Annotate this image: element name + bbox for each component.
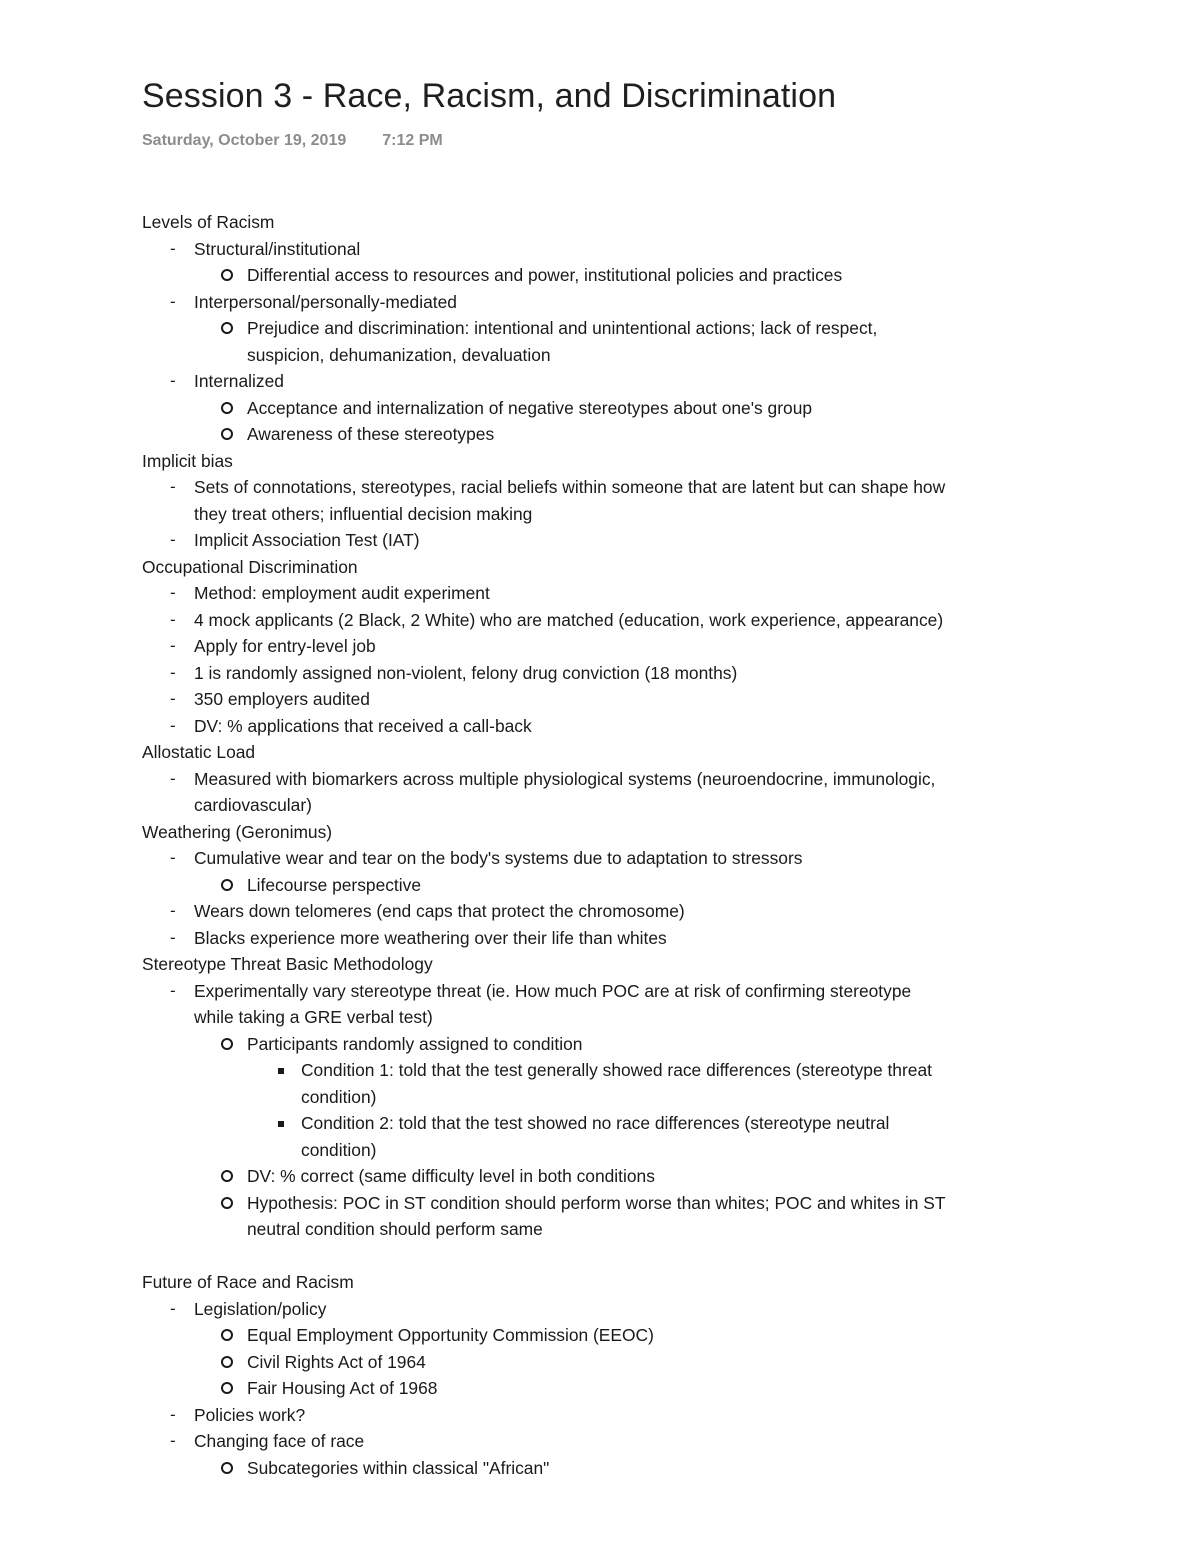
hollow-circle-bullet-icon: [221, 1170, 233, 1182]
line-text: cardiovascular): [194, 795, 312, 815]
line-text: Experimentally vary stereotype threat (ie. How much POC are at risk of confirming stereotype: [194, 980, 912, 1001]
dash-bullet-icon: -: [170, 980, 176, 1000]
line-text: Structural/institutional: [194, 238, 361, 259]
outline-item-level-1: [142, 925, 1100, 952]
line-text: Condition 1: told that the test generally showed race differences (stereotype threat: [301, 1060, 932, 1080]
dash-bullet-icon: -: [170, 291, 176, 311]
line-text: they treat others; influential decision making: [194, 503, 533, 524]
line-text: neutral condition should perform same: [247, 1219, 543, 1239]
dash-bullet-icon: -: [170, 1404, 176, 1424]
outline-item-level-1: [142, 1004, 1100, 1031]
line-text: Wears down telomeres (end caps that protect the chromosome): [194, 901, 685, 921]
line-text: Implicit bias: [142, 450, 233, 471]
line-text: 1 is randomly assigned non-violent, felony drug conviction (18 months): [194, 662, 738, 683]
line-text: condition): [301, 1139, 377, 1160]
hollow-circle-bullet-icon: [221, 402, 233, 414]
dash-bullet-icon: -: [170, 530, 176, 549]
line-text: 350 employers audited: [194, 689, 370, 709]
dash-bullet-icon: -: [170, 768, 176, 788]
line-text: Condition 2: told that the test showed no race differences (stereotype neutral: [301, 1113, 890, 1133]
note-date: Saturday, October 19, 2019: [142, 132, 347, 149]
outline-item-level-2: [142, 1163, 1100, 1190]
line-text: Blacks experience more weathering over their life than whites: [194, 927, 667, 948]
outline-item-level-1: [142, 1428, 1100, 1455]
hollow-circle-bullet-icon: [221, 1356, 233, 1368]
outline-item-level-1: [142, 580, 1100, 607]
outline-item-level-2: [142, 1455, 1100, 1482]
line-text: Policies work?: [194, 1404, 306, 1425]
outline-item-level-2: [142, 421, 1100, 448]
section-heading: [142, 739, 1100, 766]
line-text: Participants randomly assigned to condition: [247, 1033, 583, 1054]
dash-bullet-icon: -: [170, 689, 176, 708]
square-bullet-icon: [278, 1121, 284, 1127]
line-text: Changing face of race: [194, 1431, 365, 1451]
outline-item-level-2: [142, 315, 1100, 342]
hollow-circle-bullet-icon: [221, 428, 233, 440]
line-text: Sets of connotations, stereotypes, racial beliefs within someone that are latent but can shape how: [194, 477, 946, 497]
line-text: Awareness of these stereotypes: [247, 424, 495, 444]
dash-bullet-icon: -: [170, 848, 176, 867]
outline-item-level-1: [142, 607, 1100, 634]
outline-item-level-1: [142, 713, 1100, 740]
page-title: Session 3 - Race, Racism, and Discrimination: [142, 77, 837, 115]
line-text: Hypothesis: POC in ST condition should perform worse than whites; POC and whites in ST: [247, 1192, 946, 1213]
line-text: Weathering (Geronimus): [142, 821, 333, 842]
line-text: Lifecourse perspective: [247, 874, 421, 895]
hollow-circle-bullet-icon: [221, 1329, 233, 1341]
line-text: Subcategories within classical "African": [247, 1457, 550, 1478]
line-text: Apply for entry-level job: [194, 636, 376, 656]
outline-item-level-1: [142, 236, 1100, 263]
line-text: DV: % applications that received a call-back: [194, 715, 532, 736]
outline-item-level-2: [142, 1216, 1100, 1243]
section-heading: [142, 209, 1100, 236]
outline-item-level-3: [142, 1084, 1100, 1111]
outline-item-level-1: [142, 898, 1100, 925]
outline-item-level-1: [142, 1402, 1100, 1429]
outline-item-level-1: [142, 1296, 1100, 1323]
dash-bullet-icon: -: [170, 927, 176, 947]
hollow-circle-bullet-icon: [221, 1038, 233, 1050]
outline-item-level-1: [142, 501, 1100, 528]
outline-item-level-3: [142, 1137, 1100, 1164]
dash-bullet-icon: -: [170, 715, 176, 735]
hollow-circle-bullet-icon: [221, 1462, 233, 1474]
outline-item-level-1: [142, 978, 1100, 1005]
line-text: Levels of Racism: [142, 212, 275, 232]
outline-item-level-3: [142, 1110, 1100, 1137]
section-heading: [142, 448, 1100, 475]
line-text: Measured with biomarkers across multiple physiological systems (neuroendocrine, immunologic,: [194, 768, 936, 789]
line-text: Civil Rights Act of 1964: [247, 1351, 426, 1372]
outline-item-level-1: [142, 633, 1100, 660]
line-text: Future of Race and Racism: [142, 1272, 354, 1292]
outline-item-level-1: [142, 474, 1100, 501]
line-text: Implicit Association Test (IAT): [194, 530, 420, 550]
line-text: Equal Employment Opportunity Commission (EEOC): [247, 1325, 654, 1345]
outline-item-level-1: [142, 527, 1100, 554]
outline-item-level-2: [142, 342, 1100, 369]
outline-item-level-2: [142, 872, 1100, 899]
outline-item-level-1: [142, 368, 1100, 395]
line-text: Differential access to resources and power, institutional policies and practices: [247, 265, 843, 285]
hollow-circle-bullet-icon: [221, 322, 233, 334]
hollow-circle-bullet-icon: [221, 1197, 233, 1209]
outline-item-level-1: [142, 686, 1100, 713]
outline-item-level-1: [142, 792, 1100, 819]
section-heading: [142, 554, 1100, 581]
line-text: suspicion, dehumanization, devaluation: [247, 344, 551, 365]
dash-bullet-icon: -: [170, 901, 176, 920]
hollow-circle-bullet-icon: [221, 269, 233, 281]
outline-item-level-2: [142, 1322, 1100, 1349]
dash-bullet-icon: -: [170, 1298, 176, 1318]
line-text: while taking a GRE verbal test): [194, 1007, 433, 1027]
line-text: Acceptance and internalization of negative stereotypes about one's group: [247, 397, 813, 418]
line-text: Cumulative wear and tear on the body's systems due to adaptation to stressors: [194, 848, 803, 868]
note-time: 7:12 PM: [382, 132, 443, 149]
line-text: Internalized: [194, 371, 284, 391]
dash-bullet-icon: -: [170, 662, 176, 682]
dash-bullet-icon: -: [170, 477, 176, 496]
outline-item-level-1: [142, 766, 1100, 793]
note-timestamp: [142, 130, 1100, 152]
outline-item-level-2: [142, 1375, 1100, 1402]
section-heading: [142, 819, 1100, 846]
outline-item-level-2: [142, 1031, 1100, 1058]
dash-bullet-icon: -: [170, 636, 176, 655]
outline-item-level-1: [142, 660, 1100, 687]
outline-item-level-1: [142, 845, 1100, 872]
line-text: Legislation/policy: [194, 1298, 327, 1319]
dash-bullet-icon: -: [170, 583, 176, 602]
section-heading: [142, 1269, 1100, 1296]
dash-bullet-icon: -: [170, 371, 176, 390]
dash-bullet-icon: -: [170, 238, 176, 258]
line-text: Fair Housing Act of 1968: [247, 1378, 438, 1398]
outline-item-level-2: [142, 1349, 1100, 1376]
square-bullet-icon: [278, 1068, 284, 1074]
outline-item-level-2: [142, 262, 1100, 289]
outline-item-level-1: [142, 289, 1100, 316]
line-text: Interpersonal/personally-mediated: [194, 291, 457, 312]
line-text: DV: % correct (same difficulty level in both conditions: [247, 1166, 655, 1186]
line-text: 4 mock applicants (2 Black, 2 White) who are matched (education, work experience, appearance): [194, 609, 944, 630]
line-text: Prejudice and discrimination: intentional and unintentional actions; lack of respect,: [247, 318, 878, 338]
note-body: [142, 209, 1100, 1481]
outline-item-level-2: [142, 395, 1100, 422]
section-heading: [142, 951, 1100, 978]
outline-item-level-3: [142, 1057, 1100, 1084]
line-text: condition): [301, 1086, 377, 1107]
dash-bullet-icon: -: [170, 609, 176, 629]
hollow-circle-bullet-icon: [221, 879, 233, 891]
hollow-circle-bullet-icon: [221, 1382, 233, 1394]
line-text: Method: employment audit experiment: [194, 583, 490, 603]
outline-item-level-2: [142, 1190, 1100, 1217]
blank-line: [142, 1243, 1100, 1270]
line-text: Occupational Discrimination: [142, 556, 358, 577]
dash-bullet-icon: -: [170, 1431, 176, 1450]
line-text: Stereotype Threat Basic Methodology: [142, 954, 433, 974]
line-text: Allostatic Load: [142, 742, 256, 762]
